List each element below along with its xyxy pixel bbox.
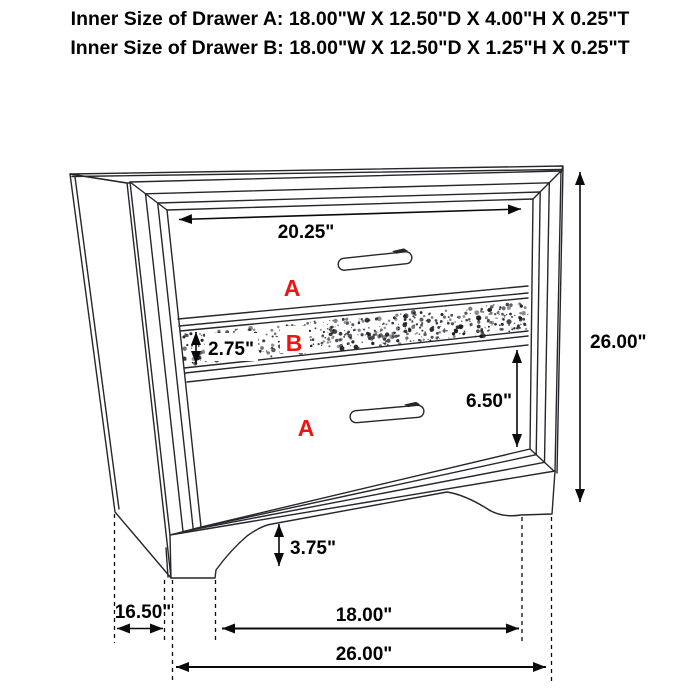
overall-width-value: 26.00": [335, 644, 393, 665]
lower-drawer-height-value: 6.50": [466, 391, 512, 412]
leg-height-value: 3.75": [290, 538, 336, 559]
dimension-overall-width: [176, 644, 546, 667]
dimension-inner-bottom-width: [222, 605, 519, 629]
dimension-drawer-b-height: [196, 332, 258, 364]
drawer-b-inner-size-text: Inner Size of Drawer B: 18.00"W X 12.50"D X 1.25"H X 0.25"T: [70, 37, 630, 59]
inner-top-width-value: 20.25": [277, 222, 335, 243]
drawer-a-top-label: A: [283, 275, 301, 301]
drawer-a-bottom-label: A: [297, 415, 315, 441]
dimension-leg-height: [279, 524, 336, 566]
header: [0, 5, 700, 63]
dimension-overall-height: [580, 172, 647, 502]
drawer-b-label: B: [285, 330, 303, 356]
overall-height-value: 26.00": [590, 332, 647, 353]
dimension-side-depth: [115, 602, 172, 629]
drawer-a-inner-size-text: Inner Size of Drawer A: 18.00"W X 12.50"D X 4.00"H X 0.25"T: [70, 8, 630, 30]
side-depth-value: 16.50": [114, 602, 172, 623]
drawer-b-height-value: 2.75": [208, 339, 254, 360]
inner-bottom-width-value: 18.00": [335, 605, 393, 626]
